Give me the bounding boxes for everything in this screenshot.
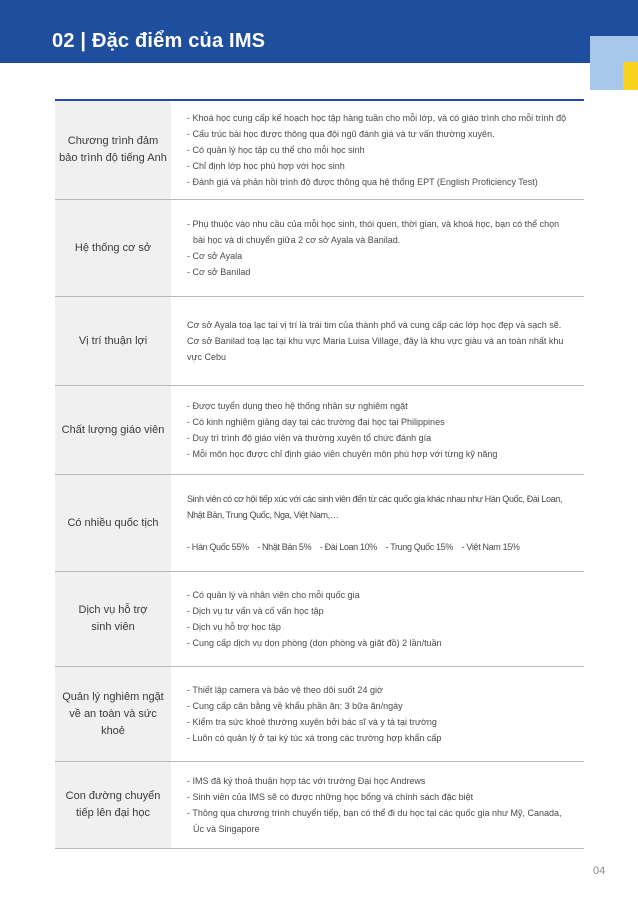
row-label [55, 101, 171, 199]
content-line: Nhật Bản, Trung Quốc, Nga, Việt Nam,… [187, 510, 339, 520]
row-content [171, 101, 584, 199]
content-line: - Có kinh nghiệm giảng dạy tại các trường đại học tại Philippines [187, 417, 445, 427]
features-table [55, 99, 584, 849]
content-line: - Cơ sở Ayala [187, 251, 243, 261]
table-row [55, 667, 584, 762]
content-line: - Sinh viên của IMS sẽ có được những học bổng và chính sách đặc biệt [187, 792, 474, 802]
table-row [55, 101, 584, 200]
row-label [55, 475, 171, 571]
content-line: - Cấu trúc bài học được thông qua đội ngũ đánh giá và tư vấn thường xuyên. [187, 129, 495, 139]
row-content [171, 762, 584, 848]
row-label-line: Vị trí thuận lợi [78, 334, 148, 347]
page-title: 02 | Đặc điểm của IMS [52, 30, 266, 52]
row-label [55, 386, 171, 474]
content-line: bài học và di chuyển giữa 2 cơ sở Ayala và Banilad. [193, 235, 401, 245]
content-line: - Cung cấp cân bằng về khẩu phần ăn: 3 bữa ăn/ngày [187, 701, 403, 711]
content-line: - Cơ sở Banilad [187, 267, 251, 277]
row-label-line: Con đường chuyển [65, 790, 161, 802]
content-line: - Thiết lập camera và bảo vệ theo dõi suốt 24 giờ [187, 685, 383, 695]
content-line: - Thông qua chương trình chuyển tiếp, bạn có thể đi du học tại các quốc gia như Mỹ, Canada, [187, 808, 562, 818]
row-content [171, 200, 584, 296]
row-label-line: Dịch vụ hỗ trợ [78, 604, 148, 616]
row-content [171, 667, 584, 761]
row-label-line: Hệ thống cơ sở [74, 241, 152, 254]
content-line: - IMS đã ký thoả thuận hợp tác với trường Đại học Andrews [187, 776, 426, 786]
row-label [55, 572, 171, 666]
row-label-line: sinh viên [91, 621, 135, 633]
row-label-line: bảo trình độ tiếng Anh [59, 152, 167, 164]
content-line: - Có quản lý học tập cụ thể cho mỗi học sinh [187, 145, 365, 155]
page-number: 04 [593, 865, 606, 877]
decorative-block-blue-lower [590, 62, 623, 90]
row-label-line: Chương trình đảm [67, 135, 159, 147]
row-label [55, 297, 171, 385]
table-row [55, 475, 584, 572]
content-line: - Chỉ định lớp học phù hợp với học sinh [187, 161, 345, 171]
content-line: - Cung cấp dịch vụ dọn phòng (dọn phòng và giặt đồ) 2 lần/tuần [187, 638, 442, 648]
content-spacer [187, 523, 584, 539]
row-label [55, 667, 171, 761]
content-line: vực Cebu [187, 352, 227, 362]
content-line: - Hàn Quốc 55% - Nhật Bản 5% - Đài Loan 10% - Trung Quốc 15% - Việt Nam 15% [187, 542, 520, 552]
content-line: - Dịch vụ hỗ trợ học tập [187, 622, 281, 632]
content-line: - Phụ thuộc vào nhu cầu của mỗi học sinh, thói quen, thời gian, và khoá học, bạn có thể chọn [187, 219, 560, 229]
row-label-line: về an toàn và sức khoẻ [69, 707, 157, 737]
row-content [171, 572, 584, 666]
table-row [55, 200, 584, 297]
row-label [55, 762, 171, 848]
content-line: - Có quản lý và nhân viên cho mỗi quốc gia [187, 590, 360, 600]
content-line: - Duy trì trình độ giáo viên và thường xuyên tổ chức đánh gía [187, 433, 432, 443]
table-row [55, 297, 584, 386]
content-line: - Khoá học cung cấp kế hoạch học tập hàng tuần cho mỗi lớp, và có giáo trình cho mỗi trình độ [187, 113, 567, 123]
table-row [55, 572, 584, 667]
content-line: Cơ sở Banilad toạ lạc tại khu vực Maria Luisa Village, đây là khu vực giàu và an toàn nhất khu [187, 336, 564, 346]
content-line: - Mỗi môn học được chỉ định giáo viên chuyên môn phù hợp với từng kỹ năng [187, 449, 498, 459]
row-content [171, 475, 584, 571]
content-line: Cơ sở Ayala toạ lạc tại vị trí là trái tim của thành phố và cung cấp các lớp học đẹp và sạch sẽ. [187, 320, 562, 330]
row-content [171, 297, 584, 385]
content-line: Sinh viên có cơ hội tiếp xúc với các sinh viên đến từ các quốc gia khác nhau như Hàn Quốc, Đài Loan, [187, 494, 563, 504]
table-row [55, 386, 584, 475]
content-line: - Luôn có quản lý ở tại ký túc xá trong các trường hợp khẩn cấp [187, 733, 442, 743]
decorative-block-yellow [623, 62, 638, 90]
row-label-line: Chất lượng giáo viên [61, 423, 165, 436]
content-line: - Đánh giá và phản hồi trình độ được thông qua hệ thống EPT (English Proficiency Test) [187, 177, 538, 187]
decorative-block-blue [590, 36, 638, 62]
row-label-line: Quản lý nghiêm ngặt [62, 690, 164, 703]
content-line: - Được tuyển dụng theo hệ thống nhân sự nghiêm ngặt [187, 401, 408, 411]
table-row [55, 762, 584, 849]
row-label-line: Có nhiều quốc tịch [67, 516, 159, 529]
content-line: Úc và Singapore [193, 824, 260, 834]
row-label [55, 200, 171, 296]
content-line: - Kiểm tra sức khoẻ thường xuyên bởi bác sĩ và y tá tại trường [187, 717, 437, 727]
row-content [171, 386, 584, 474]
content-line: - Dịch vụ tư vấn và cố vấn học tập [187, 606, 324, 616]
row-label-line: tiếp lên đại học [75, 807, 150, 819]
